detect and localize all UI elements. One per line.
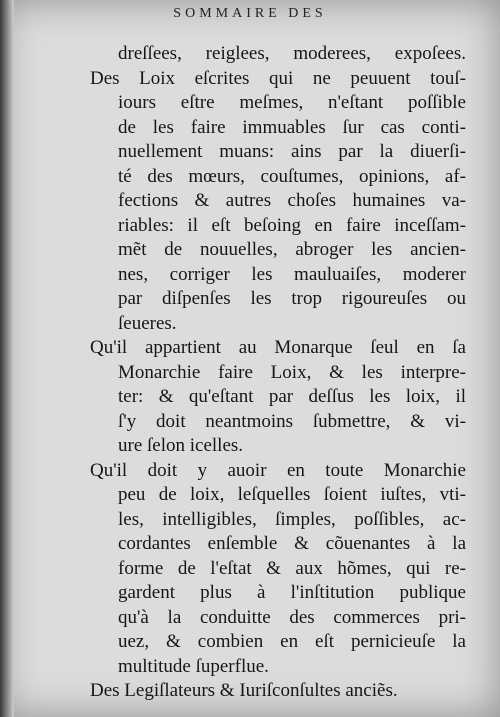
- text-line: peu de loix, leſquelles ſoient iuſtes, vti-: [118, 484, 466, 505]
- text-line: Qu'il doit y auoir en toute Monarchie: [90, 459, 466, 481]
- text-line: ure ſelon icelles.: [118, 435, 244, 456]
- text-line: ter: & qu'eſtant par deſſus les loix, il: [118, 386, 466, 407]
- text-line: mẽt de nouuelles, abroger les ancien-: [118, 239, 466, 260]
- text-line: Monarchie faire Loix, & les interpre-: [118, 361, 466, 383]
- paragraph-p3: [90, 459, 466, 680]
- text-line: nuellement muans: ains par la diuerſi-: [118, 141, 466, 162]
- text-line: cordantes enſemble & cõuenantes à la: [118, 533, 466, 554]
- text-line: gardent plus à l'inſtitution publique: [118, 582, 466, 603]
- text-line: Des Legiſlateurs & Iuriſconſultes anciẽs.: [90, 680, 398, 701]
- text-line: Qu'il appartient au Monarque ſeul en ſa: [90, 337, 466, 358]
- text-line: té des mœurs, couſtumes, opinions, af-: [118, 165, 466, 187]
- paragraph-p4: [90, 679, 466, 704]
- page-body: [90, 42, 466, 704]
- text-line: ſeueres.: [118, 312, 177, 334]
- text-line: Des Loix eſcrites qui ne peuuent touſ-: [90, 67, 466, 89]
- paragraph-p0: [90, 42, 466, 67]
- text-line: de les faire immuables ſur cas conti-: [118, 116, 466, 138]
- running-head: SOMMAIRE DES: [173, 6, 327, 21]
- text-line: forme de l'eſtat & aux hõmes, qui re-: [118, 557, 466, 579]
- text-line: multitude ſuperflue.: [118, 655, 269, 677]
- text-line: fections & autres choſes humaines va-: [118, 190, 466, 211]
- paragraph-p2: [90, 336, 466, 459]
- text-line: iours eſtre meſmes, n'eſtant poſſible: [118, 92, 466, 113]
- text-line: ſ'y doit neantmoins ſubmettre, & vi-: [118, 410, 466, 432]
- binding-shadow: [0, 0, 14, 717]
- text-line: qu'à la conduitte des commerces pri-: [118, 606, 466, 628]
- paragraph-p1: [90, 67, 466, 337]
- text-line: nes, corriger les mauluaiſes, moderer: [118, 263, 466, 285]
- text-line: dreſſees, reiglees, moderees, expoſees.: [118, 43, 466, 64]
- text-line: les, intelligibles, ſimples, poſſibles, ac-: [118, 508, 466, 530]
- text-line: riables: il eſt beſoing en faire inceſſam-: [118, 214, 466, 236]
- text-line: par diſpenſes les trop rigoureuſes ou: [118, 288, 466, 309]
- text-line: uez, & combien en eſt pernicieuſe la: [118, 631, 466, 652]
